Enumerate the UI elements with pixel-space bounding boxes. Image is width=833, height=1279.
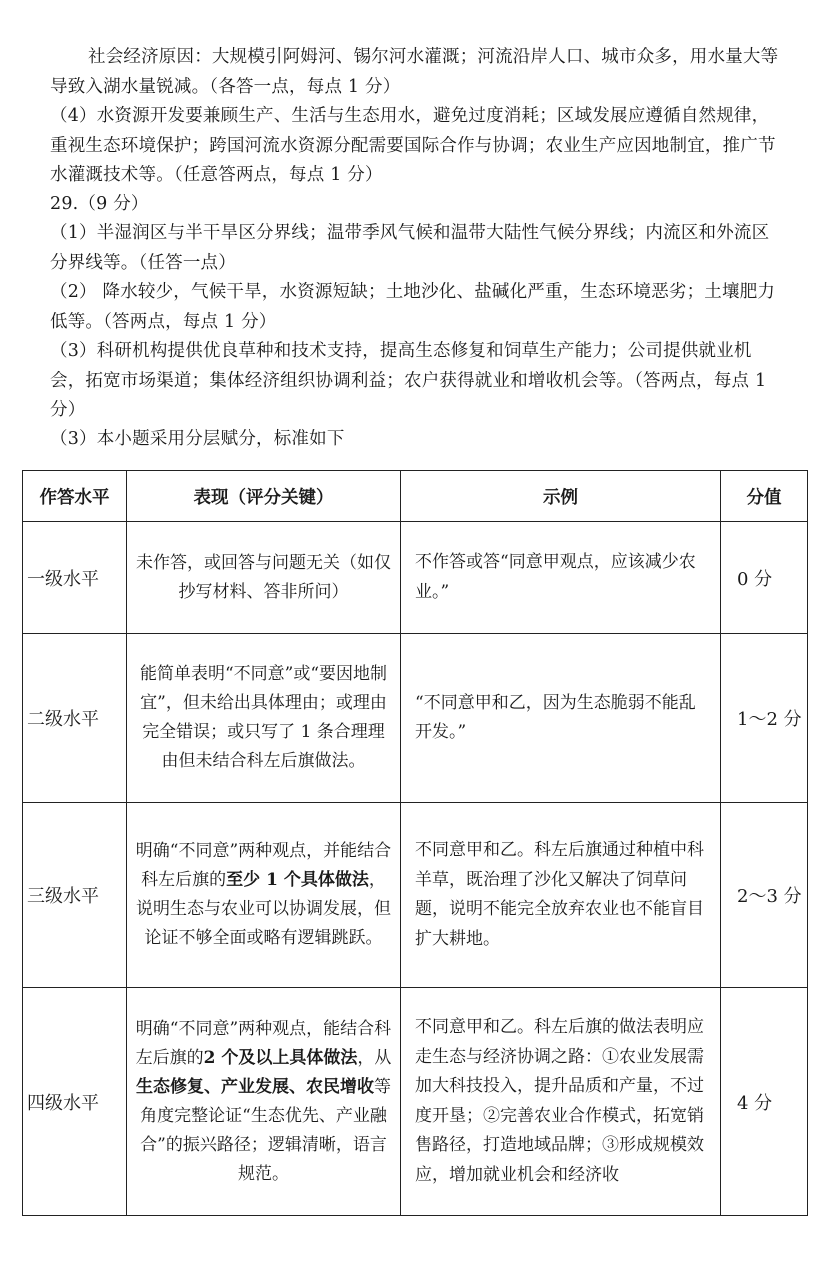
table-row [23,803,808,988]
performance-cell [127,988,401,1216]
header-example: 示例 [401,471,721,522]
performance-cell [127,803,401,988]
answer-29-2-paragraph: （2） 降水较少，气候干旱，水资源短缺；土地沙化、盐碱化严重，生态环境恶劣；土壤肥力低等。（答两点，每点 1 分） [50,282,776,332]
example-cell: “不同意甲和乙，因为生态脆弱不能乱开发。” [401,634,721,803]
example-cell: 不作答或答“同意甲观点，应该减少农业。” [401,522,721,634]
example-cell: 不同意甲和乙。科左后旗通过种植中科羊草，既治理了沙化又解决了饲草问题，说明不能完全放弃农业也不能盲目扩大耕地。 [401,803,721,988]
example-cell: 不同意甲和乙。科左后旗的做法表明应走生态与经济协调之路：①农业发展需加大科技投入，提升品质和产量，不过度开垦；②完善农业合作模式，拓宽销售路径，打造地域品牌；③形成规模效应，增加就业机会和经济收 [401,988,721,1216]
header-performance: 表现（评分关键） [127,471,401,522]
performance-key-emphasis: 至少 1 个具体做法 [226,870,369,890]
score-cell: 0 分 [721,522,808,634]
level-cell: 三级水平 [23,803,127,988]
table-row [23,988,808,1216]
socio-economic-causes-paragraph: 社会经济原因：大规模引阿姆河、锡尔河水灌溉；河流沿岸人口、城市众多，用水量大等导致入湖水量锐减。（各答一点，每点 1 分） [50,47,779,97]
level-cell: 二级水平 [23,634,127,803]
performance-key-emphasis: 2 个及以上具体做法 [203,1047,358,1068]
answer-4-paragraph: （4）水资源开发要兼顾生产、生活与生态用水，避免过度消耗；区域发展应遵循自然规律，重视生态环境保护；跨国河流水资源分配需要国际合作与协调；农业生产应因地制宜，推广节水灌溉技术等。（任意答两点，每点 1 分） [50,106,776,185]
table-row [23,634,808,803]
header-level: 作答水平 [23,471,127,522]
grading-intro-paragraph: （3）本小题采用分层赋分，标准如下 [50,429,345,449]
score-cell: 2～3 分 [721,803,808,988]
performance-cell: 能简单表明“不同意”或“要因地制宜”，但未给出具体理由；或理由完全错误；或只写了 1 条合理理由但未结合科左后旗做法。 [127,634,401,803]
performance-text: ，从 [357,1047,392,1068]
performance-cell: 未作答，或回答与问题无关（如仅抄写材料、答非所问） [127,522,401,634]
score-cell: 4 分 [721,988,808,1216]
answer-29-1-paragraph: （1）半湿润区与半干旱区分界线；温带季风气候和温带大陆性气候分界线；内流区和外流区分界线等。（任答一点） [50,223,770,273]
performance-text: 明确“不同意”两种观点，能结合科左后旗的 [135,1018,392,1068]
table-header-row [23,471,808,522]
level-cell: 四级水平 [23,988,127,1216]
level-cell: 一级水平 [23,522,127,634]
performance-text: ，说明生态与农业可以协调发展，但论证不够全面或略有逻辑跳跃。 [136,870,391,948]
performance-key-emphasis: 生态修复、产业发展、农民增收 [136,1076,374,1097]
answer-29-3-paragraph: （3）科研机构提供优良草种和技术支持，提高生态修复和饲草生产能力；公司提供就业机会，拓宽市场渠道；集体经济组织协调利益；农户获得就业和增收机会等。（答两点，每点 1 分） [50,341,767,420]
header-score: 分值 [721,471,808,522]
score-cell: 1～2 分 [721,634,808,803]
performance-text: 明确“不同意”两种观点，并能结合科左后旗的 [135,841,392,890]
performance-text: 等角度完整论证“生态优先、产业融合”的振兴路径；逻辑清晰，语言规范。 [140,1076,391,1184]
table-row [23,522,808,634]
grading-rubric-table [22,470,808,1216]
question-29-heading: 29.（9 分） [50,194,149,214]
